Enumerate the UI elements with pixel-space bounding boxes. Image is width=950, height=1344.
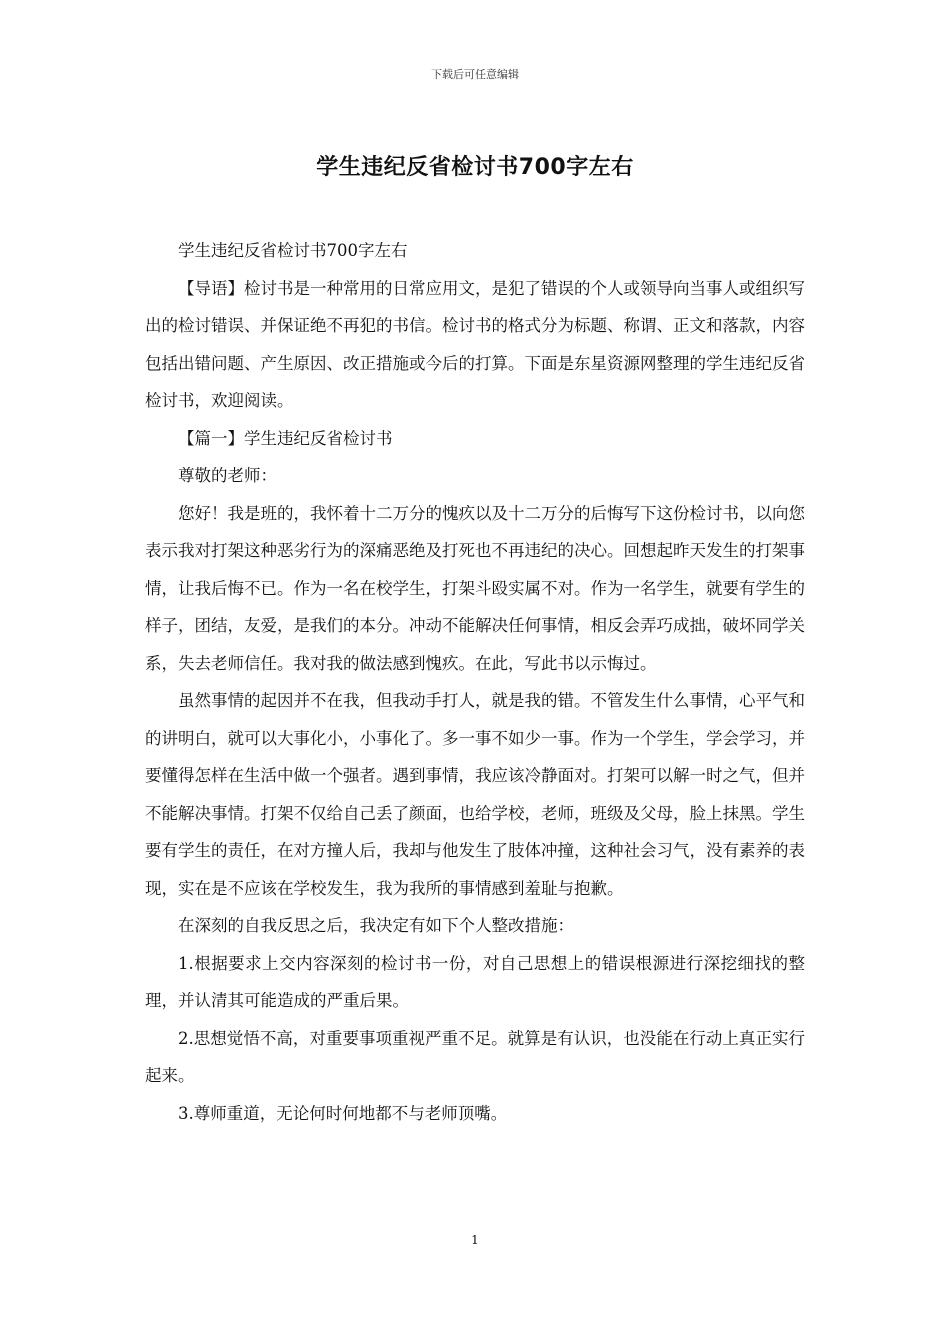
document-title: 学生违纪反省检讨书700字左右	[316, 155, 634, 180]
paragraph-section-heading: 【篇一】学生违纪反省检讨书	[178, 428, 393, 448]
paragraph-intro: 【导语】检讨书是一种常用的日常应用文，是犯了错误的个人或领导向当事人或组织写出的检讨错误、并保证绝不再犯的书信。检讨书的格式分为标题、称谓、正文和落款，内容包括出错问题、产生原因、改正措施或今后的打算。下面是东星资源网整理的学生违纪反省检讨书，欢迎阅读。	[145, 278, 805, 410]
paragraph-measure-1: 1.根据要求上交内容深刻的检讨书一份，对自己思想上的错误根源进行深挖细找的整理，并认清其可能造成的严重后果。	[145, 953, 805, 1010]
page-number: 1	[471, 1233, 479, 1247]
paragraph-measure-3: 3.尊师重道，无论何时何地都不与老师顶嘴。	[178, 1103, 508, 1123]
paragraph-body-1: 您好！我是班的，我怀着十二万分的愧疚以及十二万分的后悔写下这份检讨书，以向您表示我对打架这种恶劣行为的深痛恶绝及打死也不再违纪的决心。回想起昨天发生的打架事情，让我后悔不已。作为一名在校学生，打架斗殴实属不对。作为一名学生，就要有学生的样子，团结，友爱，是我们的本分。冲动不能解决任何事情，相反会弄巧成拙，破坏同学关系，失去老师信任。我对我的做法感到愧疚。在此，写此书以示悔过。	[145, 503, 805, 673]
paragraph-subtitle: 学生违纪反省检讨书700字左右	[178, 241, 408, 260]
paragraph-body-2: 虽然事情的起因并不在我，但我动手打人，就是我的错。不管发生什么事情，心平气和的讲明白，就可以大事化小，小事化了。多一事不如少一事。作为一个学生，学会学习，并要懂得怎样在生活中做一个强者。遇到事情，我应该冷静面对。打架可以解一时之气，但并不能解决事情。打架不仅给自己丢了颜面，也给学校，老师，班级及父母，脸上抹黑。学生要有学生的责任，在对方撞人后，我却与他发生了肢体冲撞，这种社会习气，没有素养的表现，实在是不应该在学校发生，我为我所的事情感到羞耻与抱歉。	[145, 691, 805, 898]
paragraph-measure-2: 2.思想觉悟不高，对重要事项重视严重不足。就算是有认识，也没能在行动上真正实行起来。	[145, 1028, 805, 1085]
paragraph-measures-intro: 在深刻的自我反思之后，我决定有如下个人整改措施：	[178, 916, 574, 935]
paragraph-salutation: 尊敬的老师：	[178, 466, 277, 485]
page-header: 下载后可任意编辑	[431, 68, 519, 81]
document-body	[145, 232, 805, 1132]
